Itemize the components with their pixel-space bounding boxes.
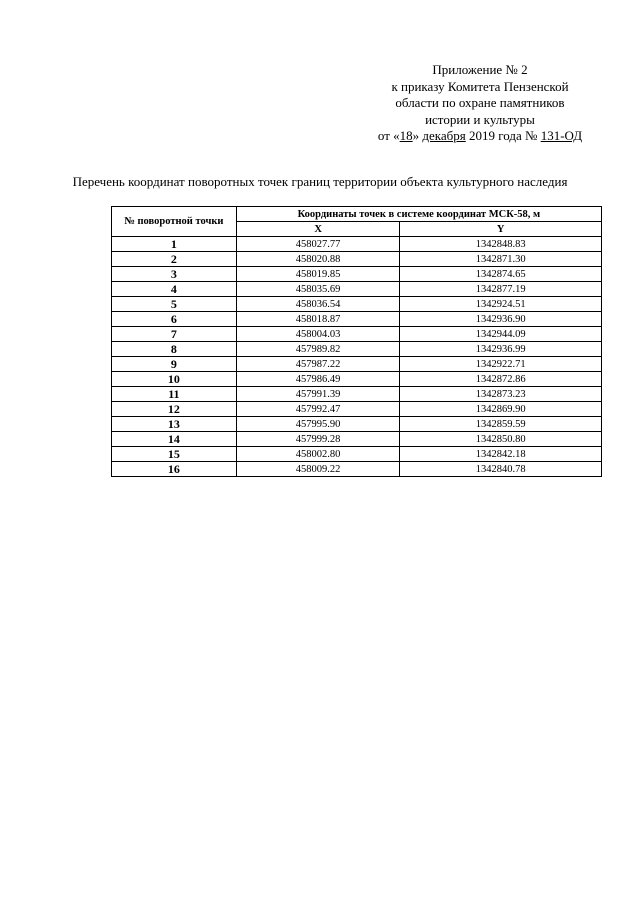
x-coordinate-cell: 458020.88 [236, 252, 400, 267]
appendix-header [350, 62, 610, 145]
table-row [112, 372, 602, 387]
y-coordinate-cell: 1342936.90 [400, 312, 602, 327]
point-number-cell: 16 [112, 462, 237, 477]
point-number-cell: 2 [112, 252, 237, 267]
order-number: 131-ОД [540, 128, 583, 143]
table-row [112, 252, 602, 267]
table-row [112, 462, 602, 477]
point-number-cell: 7 [112, 327, 237, 342]
header-line-region: области по охране памятников [395, 95, 565, 110]
header-line-appendix: Приложение № 2 [432, 62, 528, 77]
y-coordinate-cell: 1342850.80 [400, 432, 602, 447]
table-row [112, 417, 602, 432]
table-row [112, 237, 602, 252]
coordinates-table-body [112, 237, 602, 477]
y-coordinate-cell: 1342877.19 [400, 282, 602, 297]
x-coordinate-cell: 458018.87 [236, 312, 400, 327]
x-coordinate-cell: 458004.03 [236, 327, 400, 342]
y-coordinate-cell: 1342872.86 [400, 372, 602, 387]
header-date-line [350, 128, 610, 145]
table-row [112, 327, 602, 342]
order-month: декабря [422, 128, 466, 143]
column-header-x: X [236, 222, 400, 237]
document-title: Перечень координат поворотных точек границ территории объекта культурного наследия [72, 174, 568, 189]
point-number-cell: 1 [112, 237, 237, 252]
point-number-cell: 10 [112, 372, 237, 387]
y-coordinate-cell: 1342944.09 [400, 327, 602, 342]
point-number-cell: 15 [112, 447, 237, 462]
header-line-history: истории и культуры [425, 111, 535, 127]
y-coordinate-cell: 1342936.99 [400, 342, 602, 357]
x-coordinate-cell: 457995.90 [236, 417, 400, 432]
day-suffix: » [412, 128, 423, 143]
x-coordinate-cell: 458002.80 [236, 447, 400, 462]
table-row [112, 432, 602, 447]
table-row [112, 297, 602, 312]
order-day: 18 [399, 128, 413, 143]
date-prefix: от « [377, 128, 400, 143]
point-number-cell: 13 [112, 417, 237, 432]
x-coordinate-cell: 458035.69 [236, 282, 400, 297]
point-number-cell: 4 [112, 282, 237, 297]
y-coordinate-cell: 1342874.65 [400, 267, 602, 282]
point-number-cell: 11 [112, 387, 237, 402]
table-row [112, 342, 602, 357]
x-coordinate-cell: 457991.39 [236, 387, 400, 402]
y-coordinate-cell: 1342924.51 [400, 297, 602, 312]
x-coordinate-cell: 457999.28 [236, 432, 400, 447]
column-header-point-number: № поворотной точки [112, 207, 237, 237]
x-coordinate-cell: 458019.85 [236, 267, 400, 282]
y-coordinate-cell: 1342869.90 [400, 402, 602, 417]
x-coordinate-cell: 457992.47 [236, 402, 400, 417]
point-number-cell: 12 [112, 402, 237, 417]
y-coordinate-cell: 1342859.59 [400, 417, 602, 432]
y-coordinate-cell: 1342848.83 [400, 237, 602, 252]
table-row [112, 387, 602, 402]
x-coordinate-cell: 457989.82 [236, 342, 400, 357]
table-row [112, 447, 602, 462]
x-coordinate-cell: 457986.49 [236, 372, 400, 387]
table-row [112, 282, 602, 297]
y-coordinate-cell: 1342922.71 [400, 357, 602, 372]
coordinates-table [111, 206, 602, 477]
x-coordinate-cell: 458036.54 [236, 297, 400, 312]
point-number-cell: 8 [112, 342, 237, 357]
x-coordinate-cell: 458009.22 [236, 462, 400, 477]
point-number-cell: 6 [112, 312, 237, 327]
column-header-y: Y [400, 222, 602, 237]
column-header-coordinates: Координаты точек в системе координат МСК-58, м [236, 207, 601, 222]
point-number-cell: 9 [112, 357, 237, 372]
y-coordinate-cell: 1342873.23 [400, 387, 602, 402]
table-row [112, 402, 602, 417]
y-coordinate-cell: 1342842.18 [400, 447, 602, 462]
table-row [112, 312, 602, 327]
table-row [112, 357, 602, 372]
x-coordinate-cell: 457987.22 [236, 357, 400, 372]
point-number-cell: 14 [112, 432, 237, 447]
y-coordinate-cell: 1342871.30 [400, 252, 602, 267]
point-number-cell: 5 [112, 297, 237, 312]
y-coordinate-cell: 1342840.78 [400, 462, 602, 477]
point-number-cell: 3 [112, 267, 237, 282]
order-year: 2019 года № [465, 128, 541, 143]
table-row [112, 267, 602, 282]
header-line-order: к приказу Комитета Пензенской [391, 78, 569, 94]
x-coordinate-cell: 458027.77 [236, 237, 400, 252]
